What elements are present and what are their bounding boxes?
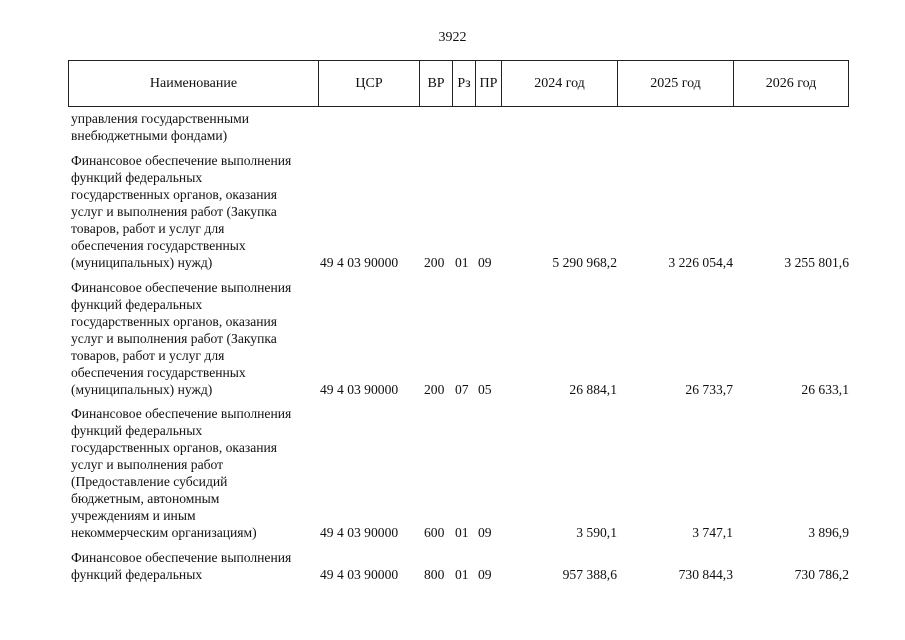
name-line: учреждениям и иным [71,508,196,523]
page-number: 3922 [438,30,467,45]
row-2026: 730 786,2 [794,567,849,582]
header-2026: 2026 год [765,76,817,91]
row-2024: 26 884,1 [569,382,617,397]
row-csr: 49 4 03 90000 [320,255,399,270]
header-2025: 2025 год [618,61,734,106]
row-rz: 01 [455,255,469,270]
row-csr: 49 4 03 90000 [320,525,399,540]
row-rz: 07 [455,382,469,397]
row-csr: 49 4 03 90000 [320,567,399,582]
continuation-text [71,110,318,144]
name-line: государственных органов, оказания [71,187,278,202]
name-line: обеспечения государственных [71,365,246,380]
row-pr: 05 [478,382,492,397]
name-line: услуг и выполнения работ (Закупка [71,204,277,219]
name-line: товаров, работ и услуг для [71,221,225,236]
row-rz: 01 [455,525,469,540]
row-name [71,549,318,583]
row-csr: 49 4 03 90000 [320,382,399,397]
row-name [71,152,318,271]
name-line: государственных органов, оказания [71,440,278,455]
row-vr: 800 [424,567,445,582]
name-line: Финансовое обеспечение выполнения [71,153,292,168]
name-line: услуг и выполнения работ (Закупка [71,331,277,346]
header-pr: ПР [476,61,502,106]
row-pr: 09 [478,525,492,540]
name-line: функций федеральных [71,423,203,438]
name-line: некоммерческим организациям) [71,525,257,540]
name-line: функций федеральных [71,567,203,582]
name-line: внебюджетными фондами) [71,128,228,143]
name-line: услуг и выполнения работ [71,457,224,472]
row-2024: 957 388,6 [562,567,617,582]
name-line: (муниципальных) нужд) [71,255,213,270]
name-line: Финансовое обеспечение выполнения [71,406,292,421]
row-vr: 200 [424,382,445,397]
name-line: обеспечения государственных [71,238,246,253]
name-line: (Предоставление субсидий [71,474,228,489]
header-2024: 2024 год [502,61,618,106]
name-line: государственных органов, оказания [71,314,278,329]
header-csr: ЦСР [319,61,420,106]
row-2025: 3 226 054,4 [668,255,733,270]
name-line: функций федеральных [71,170,203,185]
row-name [71,279,318,398]
row-2025: 3 747,1 [692,525,733,540]
row-rz: 01 [455,567,469,582]
header-name: Наименование [69,61,319,106]
name-line: Финансовое обеспечение выполнения [71,280,292,295]
header-rz: Рз [453,61,476,106]
header-vr: ВР [420,61,453,106]
row-vr: 200 [424,255,445,270]
name-line: управления государственными [71,111,249,126]
name-line: товаров, работ и услуг для [71,348,225,363]
row-pr: 09 [478,567,492,582]
name-line: Финансовое обеспечение выполнения [71,550,292,565]
row-2026: 3 255 801,6 [784,255,849,270]
row-2025: 26 733,7 [685,382,733,397]
row-2026: 26 633,1 [801,382,849,397]
row-vr: 600 [424,525,445,540]
row-name [71,405,318,541]
row-2024: 3 590,1 [576,525,617,540]
name-line: бюджетным, автономным [71,491,220,506]
row-2024: 5 290 968,2 [552,255,617,270]
row-2025: 730 844,3 [678,567,733,582]
row-2026: 3 896,9 [808,525,849,540]
name-line: функций федеральных [71,297,203,312]
row-pr: 09 [478,255,492,270]
name-line: (муниципальных) нужд) [71,382,213,397]
